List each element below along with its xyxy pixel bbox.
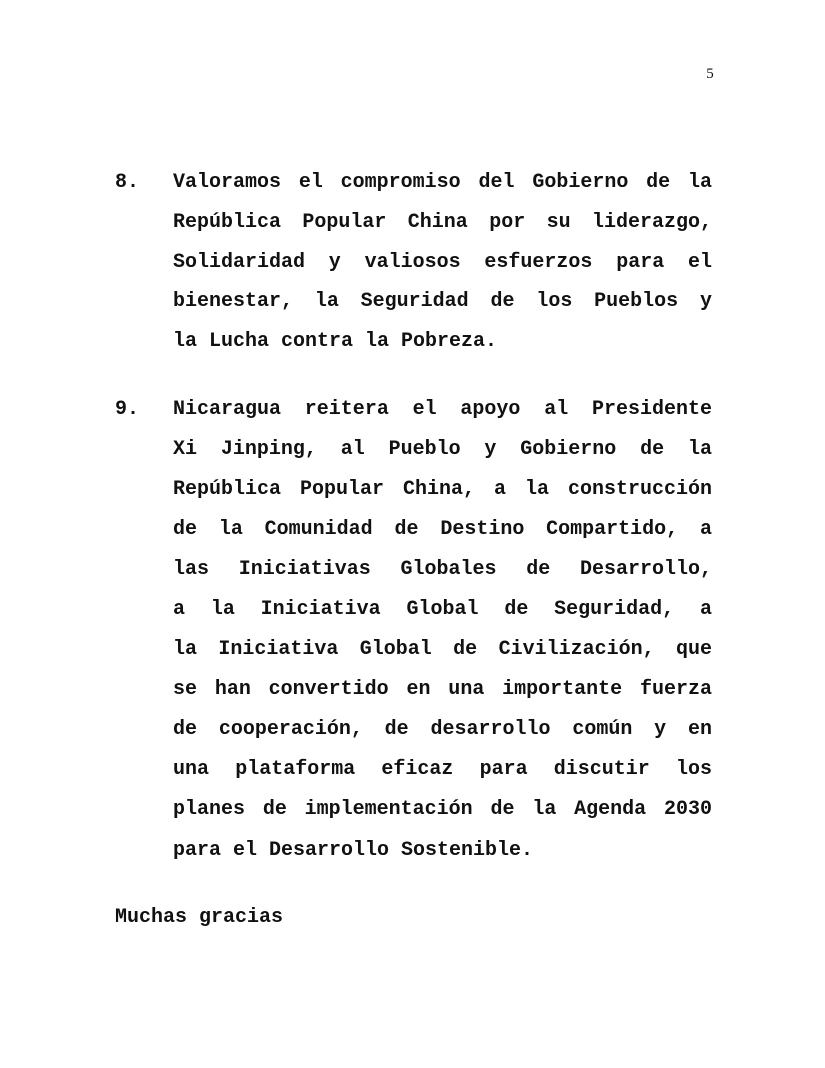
paragraph-line: la Lucha contra la Pobreza. <box>173 330 498 353</box>
page-number: 5 <box>706 66 714 82</box>
paragraph-line: la Iniciativa Global de Civilización, que <box>173 638 712 661</box>
paragraph-line: República Popular China, a la construcción <box>173 478 712 501</box>
paragraph-line: las Iniciativas Globales de Desarrollo, <box>173 558 712 581</box>
paragraph-line: Solidaridad y valiosos esfuerzos para el <box>173 250 712 274</box>
paragraph-line: Valoramos el compromiso del Gobierno de la <box>173 171 712 194</box>
closing-text: Muchas gracias <box>115 906 284 929</box>
paragraph-line: de la Comunidad de Destino Compartido, a <box>173 518 712 541</box>
paragraph-line: una plataforma eficaz para discutir los <box>173 758 712 781</box>
list-item-9 <box>115 390 715 870</box>
paragraph-line: Nicaragua reitera el apoyo al Presidente <box>173 398 712 421</box>
paragraph-line: bienestar, la Seguridad de los Pueblos y <box>173 290 712 313</box>
paragraph-line: planes de implementación de la Agenda 2030 <box>173 798 712 821</box>
paragraph-line: se han convertido en una importante fuerza <box>173 678 712 701</box>
paragraph-line: de cooperación, de desarrollo común y en <box>173 718 712 741</box>
item-number: 8. <box>115 171 140 194</box>
item-number: 9. <box>115 398 140 421</box>
paragraph-line: a la Iniciativa Global de Seguridad, a <box>173 598 712 621</box>
list-item-8 <box>115 163 715 363</box>
paragraph-line: República Popular China por su liderazgo, <box>173 211 712 234</box>
paragraph-line: para el Desarrollo Sostenible. <box>173 839 534 862</box>
paragraph-line: Xi Jinping, al Pueblo y Gobierno de la <box>173 438 712 461</box>
